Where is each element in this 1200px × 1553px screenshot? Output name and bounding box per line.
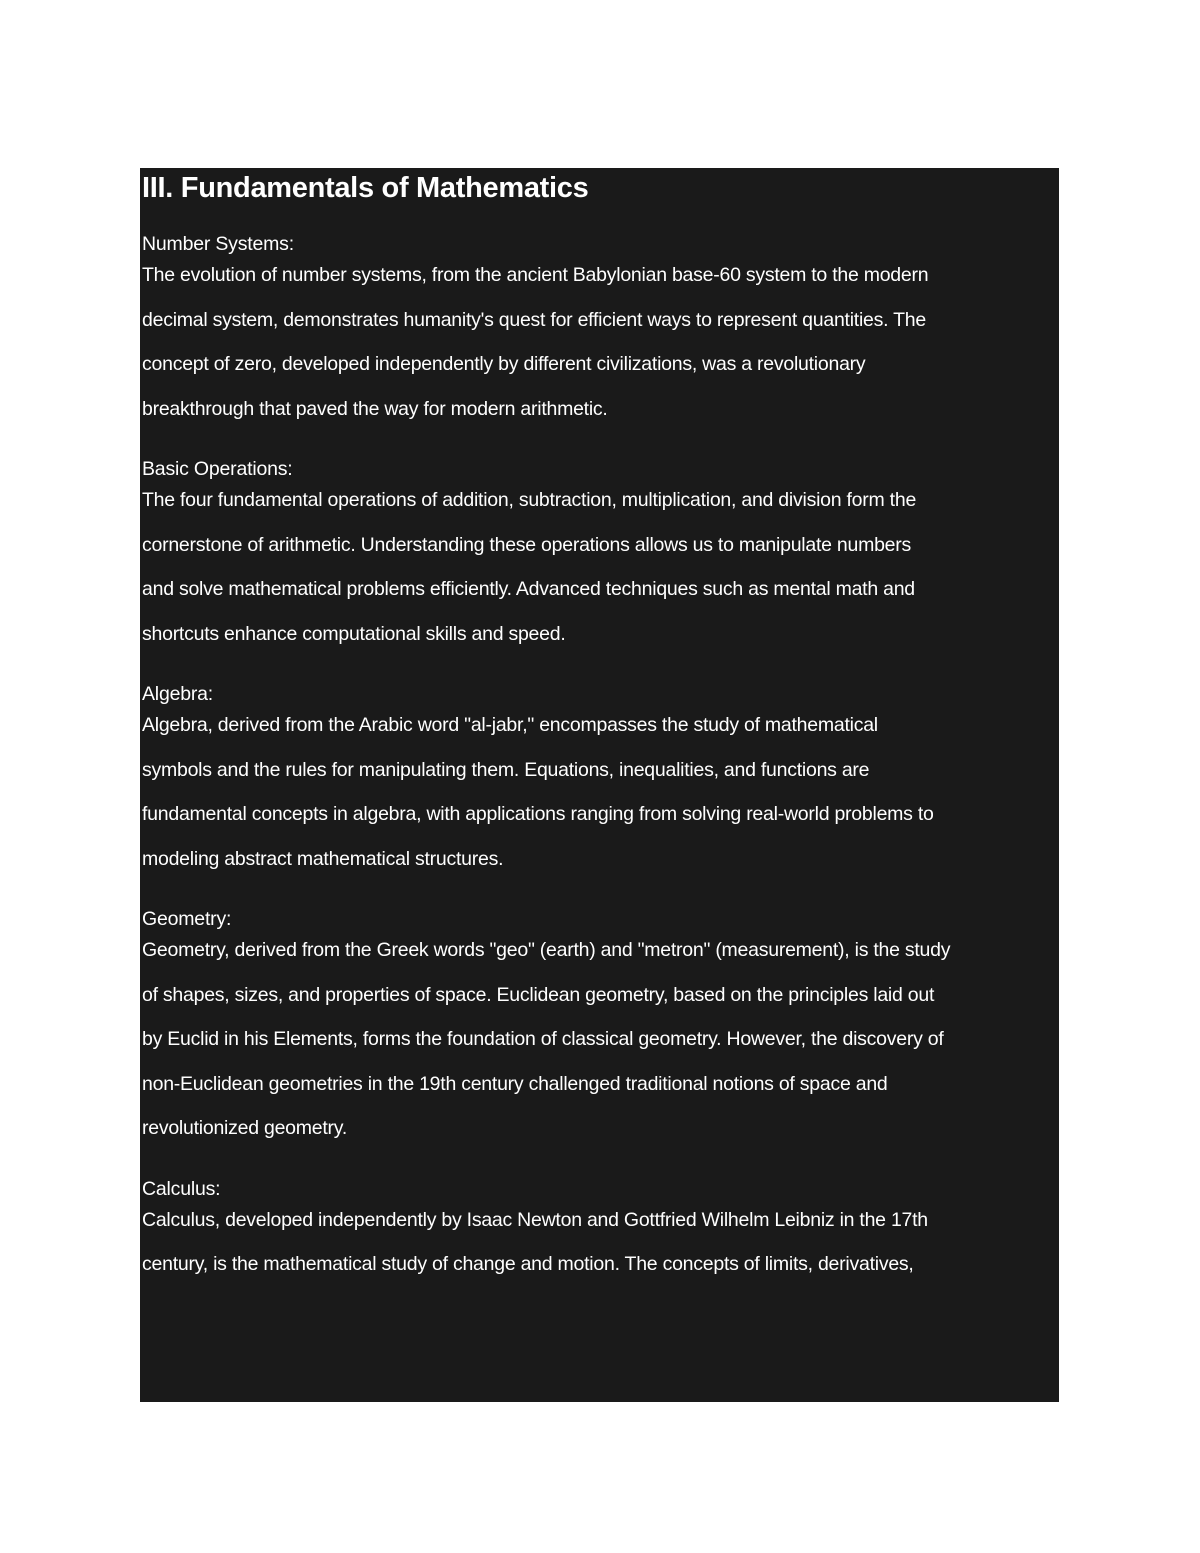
section-title: Basic Operations: bbox=[142, 458, 293, 480]
body-line: Geometry, derived from the Greek words "geo" (earth) and "metron" (measurement), is the study bbox=[142, 939, 951, 961]
body-line: and solve mathematical problems efficiently. Advanced techniques such as mental math and bbox=[142, 578, 915, 600]
body-line: cornerstone of arithmetic. Understanding these operations allows us to manipulate numbers bbox=[142, 533, 912, 556]
body-line: Algebra, derived from the Arabic word "al-jabr," encompasses the study of mathematical bbox=[142, 714, 878, 736]
body-line: breakthrough that paved the way for modern arithmetic. bbox=[142, 397, 608, 420]
body-line: shortcuts enhance computational skills and speed. bbox=[142, 622, 566, 645]
section-algebra bbox=[142, 680, 1059, 881]
body-line: The four fundamental operations of addition, subtraction, multiplication, and division form the bbox=[142, 489, 917, 511]
body-line: by Euclid in his Elements, forms the foundation of classical geometry. However, the discovery of bbox=[142, 1028, 944, 1050]
section-heading: III. Fundamentals of Mathematics bbox=[142, 172, 589, 204]
section-body bbox=[142, 928, 1059, 1151]
section-title: Calculus: bbox=[142, 1177, 221, 1200]
section-basic-operations bbox=[142, 455, 1059, 656]
body-line: decimal system, demonstrates humanity's quest for efficient ways to represent quantities. The bbox=[142, 308, 926, 331]
body-line: revolutionized geometry. bbox=[142, 1117, 347, 1139]
section-body bbox=[142, 253, 1059, 431]
body-line: The evolution of number systems, from the ancient Babylonian base-60 system to the modern bbox=[142, 264, 929, 286]
section-title: Geometry: bbox=[142, 908, 232, 930]
section-body bbox=[142, 478, 1059, 656]
section-title: Number Systems: bbox=[142, 233, 294, 255]
body-line: Calculus, developed independently by Isaac Newton and Gottfried Wilhelm Leibniz in the 17th bbox=[142, 1208, 928, 1231]
section-title: Algebra: bbox=[142, 683, 214, 705]
section-number-systems bbox=[142, 230, 1059, 431]
body-line: modeling abstract mathematical structures. bbox=[142, 847, 504, 870]
section-body bbox=[142, 1198, 1059, 1287]
body-line: symbols and the rules for manipulating them. Equations, inequalities, and functions are bbox=[142, 758, 870, 781]
section-calculus bbox=[142, 1175, 1059, 1287]
body-line: century, is the mathematical study of change and motion. The concepts of limits, derivatives, bbox=[142, 1253, 914, 1275]
body-line: non-Euclidean geometries in the 19th century challenged traditional notions of space and bbox=[142, 1072, 888, 1095]
content-block bbox=[140, 168, 1059, 1402]
body-line: of shapes, sizes, and properties of space. Euclidean geometry, based on the principles laid out bbox=[142, 983, 935, 1006]
section-body bbox=[142, 703, 1059, 881]
body-line: concept of zero, developed independently by different civilizations, was a revolutionary bbox=[142, 353, 866, 375]
body-line: fundamental concepts in algebra, with applications ranging from solving real-world problems to bbox=[142, 803, 934, 825]
section-geometry bbox=[142, 905, 1059, 1151]
